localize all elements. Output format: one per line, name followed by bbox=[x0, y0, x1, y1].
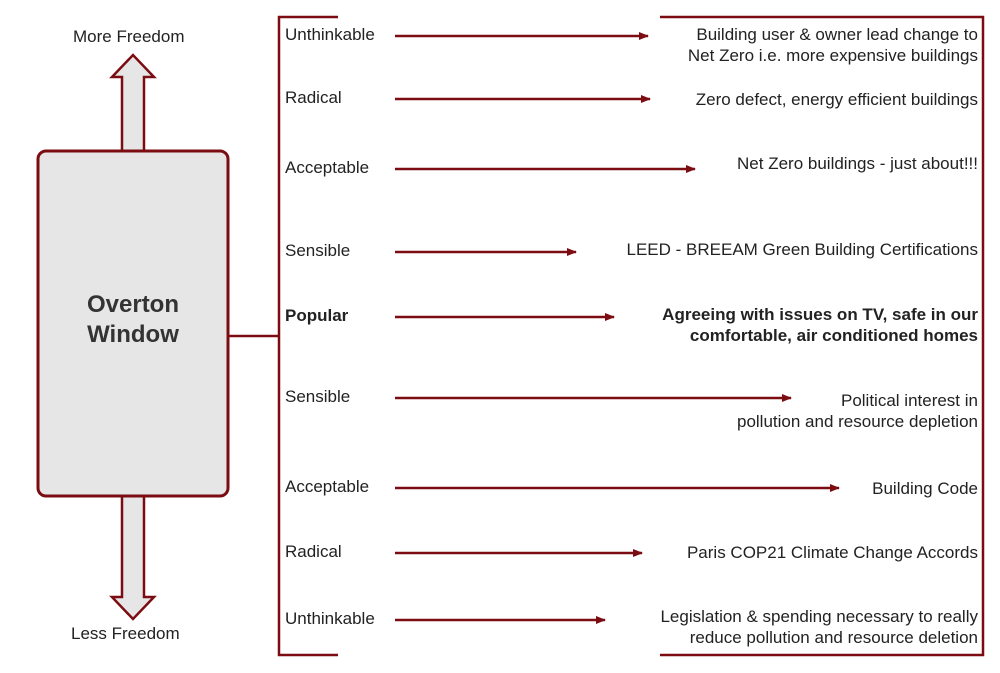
description-line: Zero defect, energy efficient buildings bbox=[695, 90, 978, 109]
description-line: Paris COP21 Climate Change Accords bbox=[686, 543, 978, 562]
description-line: Net Zero i.e. more expensive buildings bbox=[687, 46, 978, 65]
level-label: Sensible bbox=[285, 241, 351, 260]
description-line: Legislation & spending necessary to really bbox=[660, 607, 978, 626]
down-arrow-icon bbox=[112, 495, 154, 619]
description-line: Building Code bbox=[872, 479, 978, 498]
level-label: Popular bbox=[285, 306, 349, 325]
level-description bbox=[737, 153, 978, 174]
level-label: Acceptable bbox=[285, 158, 370, 177]
description-line: Political interest in bbox=[840, 391, 978, 410]
up-arrow-icon bbox=[112, 55, 154, 152]
level-label: Sensible bbox=[285, 387, 351, 406]
more-freedom-label: More Freedom bbox=[73, 27, 185, 46]
level-label: Unthinkable bbox=[285, 25, 375, 44]
level-label: Radical bbox=[285, 88, 342, 107]
level-description bbox=[872, 478, 978, 499]
less-freedom-label: Less Freedom bbox=[71, 624, 180, 643]
description-line: comfortable, air conditioned homes bbox=[689, 326, 978, 345]
level-description bbox=[660, 606, 978, 648]
description-line: LEED - BREEAM Green Building Certifications bbox=[626, 240, 978, 259]
description-line: reduce pollution and resource deletion bbox=[689, 628, 978, 647]
description-line: Net Zero buildings - just about!!! bbox=[737, 154, 978, 173]
level-description bbox=[737, 390, 978, 432]
description-line: pollution and resource depletion bbox=[736, 412, 978, 431]
level-label: Radical bbox=[285, 542, 342, 561]
overton-title-line1: Overton bbox=[86, 291, 179, 318]
level-label: Acceptable bbox=[285, 477, 370, 496]
level-description bbox=[687, 542, 978, 563]
overton-window-title bbox=[38, 290, 228, 350]
overton-title-line2: Window bbox=[87, 321, 179, 348]
level-description bbox=[627, 239, 978, 260]
level-description bbox=[662, 304, 978, 346]
description-line: Building user & owner lead change to bbox=[696, 25, 978, 44]
level-description bbox=[688, 24, 978, 66]
description-line: Agreeing with issues on TV, safe in our bbox=[662, 305, 978, 324]
level-description bbox=[696, 89, 978, 110]
level-label: Unthinkable bbox=[285, 609, 375, 628]
